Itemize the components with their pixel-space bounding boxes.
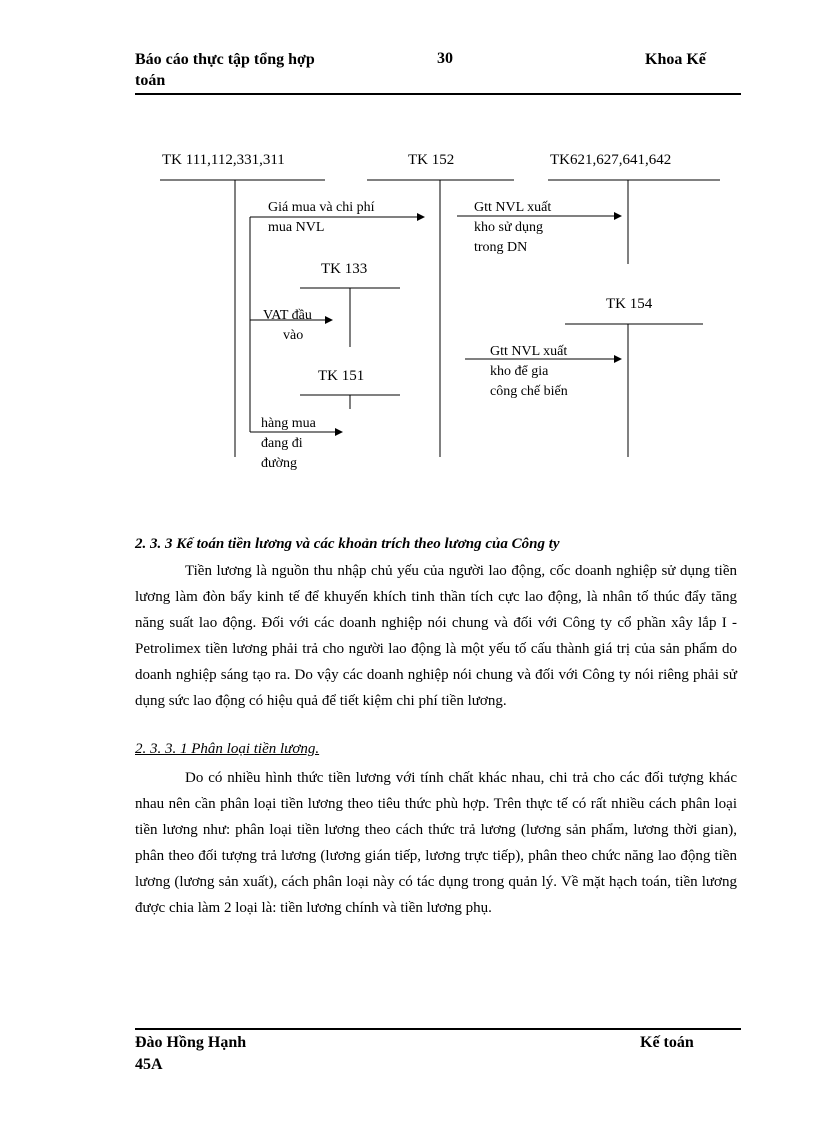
footer-author: Đào Hồng Hạnh (135, 1034, 247, 1051)
header-department: Khoa Kế (645, 51, 706, 68)
vat-label-line1: VAT đầu (263, 308, 312, 323)
page-number: 30 (437, 50, 453, 67)
paragraph-2: Do có nhiều hình thức tiền lương với tính chất khác nhau, chi trả cho các đối tượng khác nhau nên cần phân loại tiền lương theo tiêu thức phù hợp. Trên thực tế có rất nhiều cách phân loại tiền lương như: phân loại tiền lương theo cách thức trả lương (lương sản phẩm, lương thời gian), phân theo đối tượng trả lương (lương gián tiếp, lương trực tiếp), phân theo chức năng lao động tiền lương (lương sản xuất), cách phân loại này có tác dụng trong quản lý. Về mặt hạch toán, tiền lương được chia làm 2 loại là: tiền lương chính và tiền lương phụ. (135, 770, 737, 916)
issue-label-line3: trong DN (474, 240, 528, 255)
purchase-label-line2: mua NVL (268, 220, 325, 235)
in-transit-label-line2: đang đi (261, 436, 303, 451)
footer-rule (135, 1028, 741, 1030)
subsection-heading: 2. 3. 3. 1 Phân loại tiền lương. (135, 741, 320, 757)
paragraph-1: Tiền lương là nguồn thu nhập chủ yếu của người lao động, cốc doanh nghiệp sử dụng tiền lương làm đòn bẩy kinh tế để khuyến khích tinh thần tích cực lao động, là nhân tố thúc đẩy tăng năng suất lao động. Đối với các doanh nghiệp nói chung và đối với Công ty cổ phần xây lắp I - Petrolimex tiền lương phải trả cho người lao động là một yếu tố cấu thành giá trị của sản phẩm do doanh nghiệp sáng tạo ra. Do vậy các doanh nghiệp nói chung và đối với Công ty nói riêng phải sử dụng sức lao động có hiệu quả để tiết kiệm chi phí tiền lương. (135, 563, 737, 709)
section-heading: 2. 3. 3 Kế toán tiền lương và các khoản trích theo lương của Công ty (135, 536, 560, 552)
tk154-label: TK 154 (606, 296, 653, 312)
tk621-label: TK621,627,641,642 (550, 152, 672, 168)
header-title: Báo cáo thực tập tổng hợp (135, 51, 315, 68)
purchase-label-line1: Giá mua và chi phí (268, 200, 375, 215)
tk111-label: TK 111,112,331,311 (162, 152, 285, 168)
processing-label-line1: Gtt NVL xuất (490, 344, 568, 359)
header-title-continued: toán (135, 72, 166, 89)
tk133-label: TK 133 (321, 261, 368, 277)
issue-label-line2: kho sử dụng (474, 220, 544, 235)
accounting-flow-diagram (0, 0, 816, 480)
tk151-label: TK 151 (318, 368, 365, 384)
in-transit-label-line1: hàng mua (261, 416, 316, 431)
in-transit-label-line3: đường (261, 456, 297, 471)
footer-department: Kế toán (640, 1034, 694, 1051)
issue-label-line1: Gtt NVL xuất (474, 200, 552, 215)
tk152-label: TK 152 (408, 152, 455, 168)
footer-class: 45A (135, 1056, 163, 1073)
processing-label-line2: kho để gia (490, 364, 549, 379)
processing-label-line3: công chế biến (490, 384, 568, 399)
vat-label-line2: vào (283, 328, 304, 343)
